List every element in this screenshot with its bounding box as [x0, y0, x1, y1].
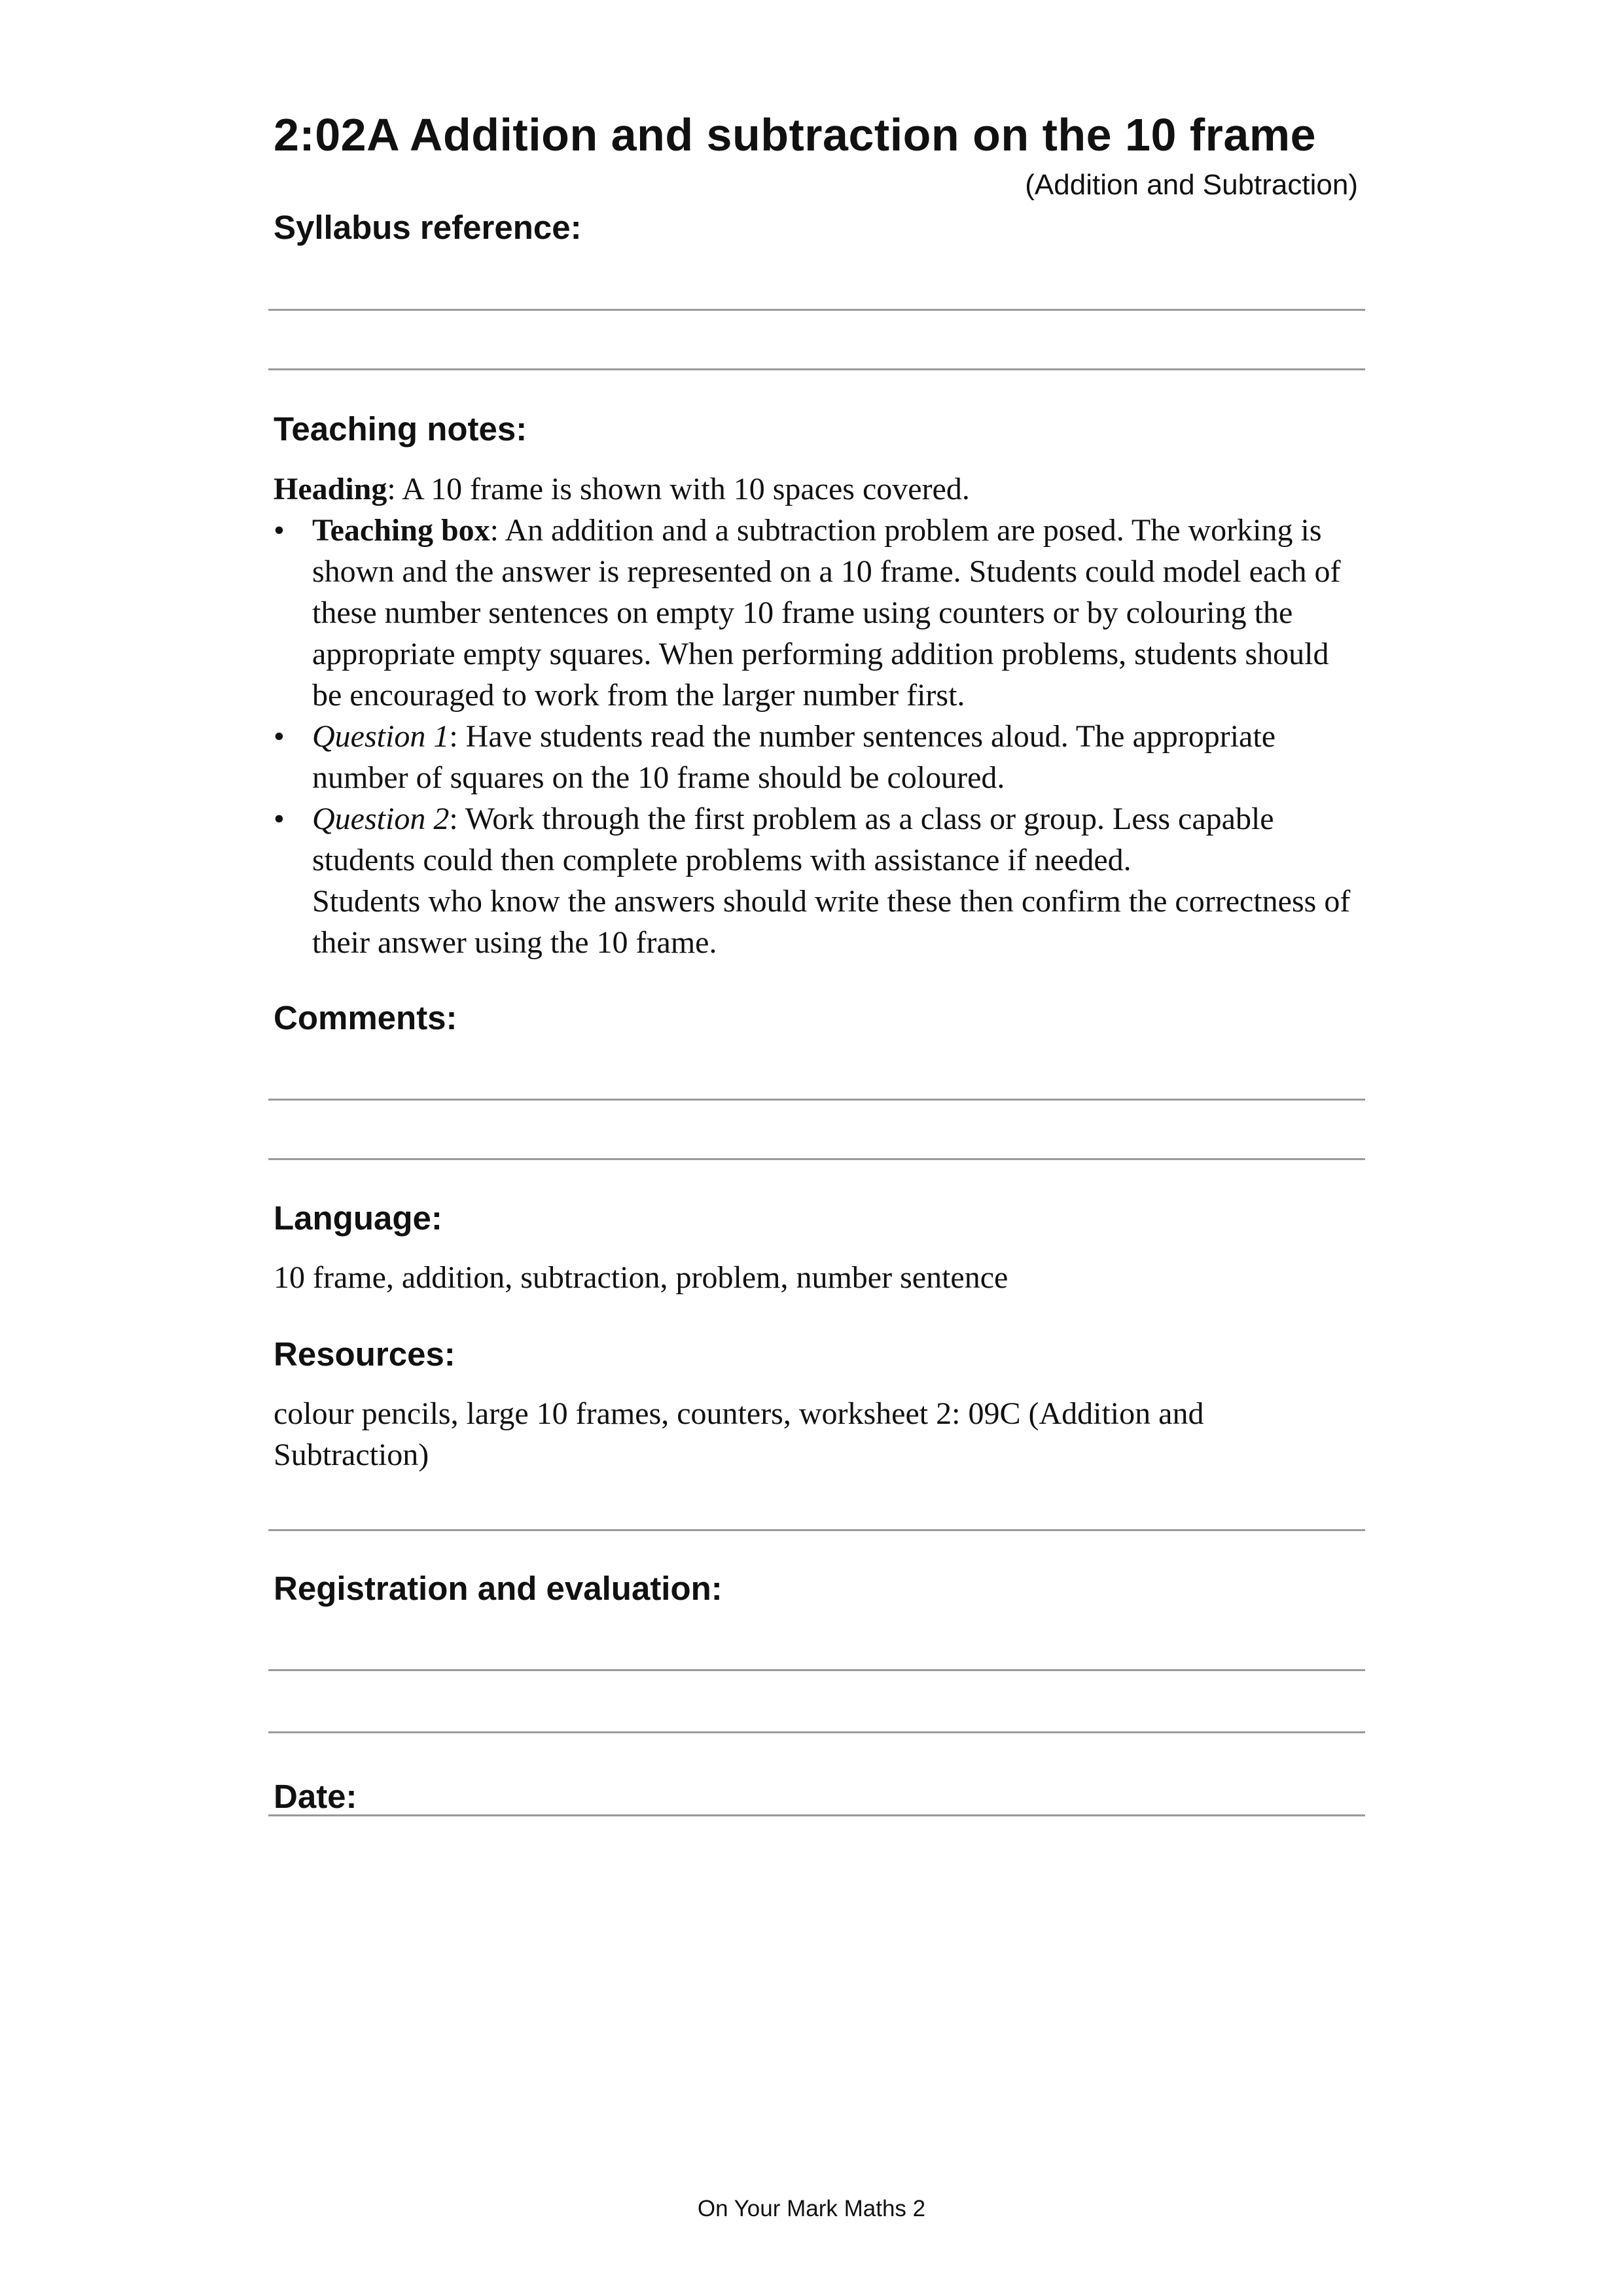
- teaching-notes-heading: Teaching notes:: [274, 410, 527, 448]
- page-subtitle: (Addition and Subtraction): [1025, 169, 1358, 201]
- notes-intro: [274, 468, 1360, 510]
- resources-heading: Resources:: [274, 1335, 455, 1373]
- language-text: 10 frame, addition, subtraction, problem, number sentence: [274, 1260, 1008, 1295]
- registration-line-2: [268, 1731, 1365, 1733]
- comments-heading: Comments:: [274, 999, 457, 1036]
- notes-continuation: Students who know the answers should write these then confirm the correctness of their answer using the 10 frame.: [312, 884, 1351, 960]
- notes-intro-text: : A 10 frame is shown with 10 spaces covered.: [387, 472, 970, 506]
- notes-bullet-question-1: [274, 716, 1360, 798]
- registration-line-1: [268, 1669, 1365, 1671]
- bullet-text: : Have students read the number sentences aloud. The appropriate number of squares on the 10 frame should be coloured.: [312, 719, 1275, 795]
- bullet-label: Question 1: [312, 719, 450, 754]
- bullet-dot: •: [274, 802, 285, 836]
- notes-intro-label: Heading: [274, 472, 387, 506]
- notes-bullet-question-2: [274, 798, 1360, 881]
- resources-line: [268, 1529, 1365, 1531]
- syllabus-line-1: [268, 309, 1365, 311]
- teaching-notes-body: [274, 468, 1360, 963]
- notes-bullet-teaching-box: [274, 510, 1360, 716]
- page-title: 2:02A Addition and subtraction on the 10 frame: [274, 109, 1317, 160]
- date-heading: Date:: [274, 1778, 357, 1815]
- date-line: [268, 1814, 1365, 1816]
- resources-text: colour pencils, large 10 frames, counters, worksheet 2: 09C (Addition and Subtraction): [274, 1396, 1204, 1472]
- bullet-dot: •: [274, 719, 285, 754]
- bullet-dot: •: [274, 513, 285, 548]
- page-footer: On Your Mark Maths 2: [697, 2196, 926, 2221]
- bullet-text: : Work through the first problem as a class or group. Less capable students could then complete problems with assistance if needed.: [312, 802, 1274, 877]
- bullet-label: Teaching box: [312, 513, 490, 548]
- syllabus-line-2: [268, 368, 1365, 370]
- language-heading: Language:: [274, 1199, 442, 1237]
- bullet-text: : An addition and a subtraction problem are posed. The working is shown and the answer is represented on a 10 frame. Students could model each of these number sentences on empty 10 frame using counters or by colouring the appropriate empty squares. When performing addition problems, students should be encouraged to work from the larger number first.: [312, 513, 1341, 713]
- comments-line-1: [268, 1099, 1365, 1101]
- syllabus-heading: Syllabus reference:: [274, 209, 582, 246]
- bullet-label: Question 2: [312, 802, 450, 836]
- registration-heading: Registration and evaluation:: [274, 1570, 722, 1607]
- comments-line-2: [268, 1158, 1365, 1160]
